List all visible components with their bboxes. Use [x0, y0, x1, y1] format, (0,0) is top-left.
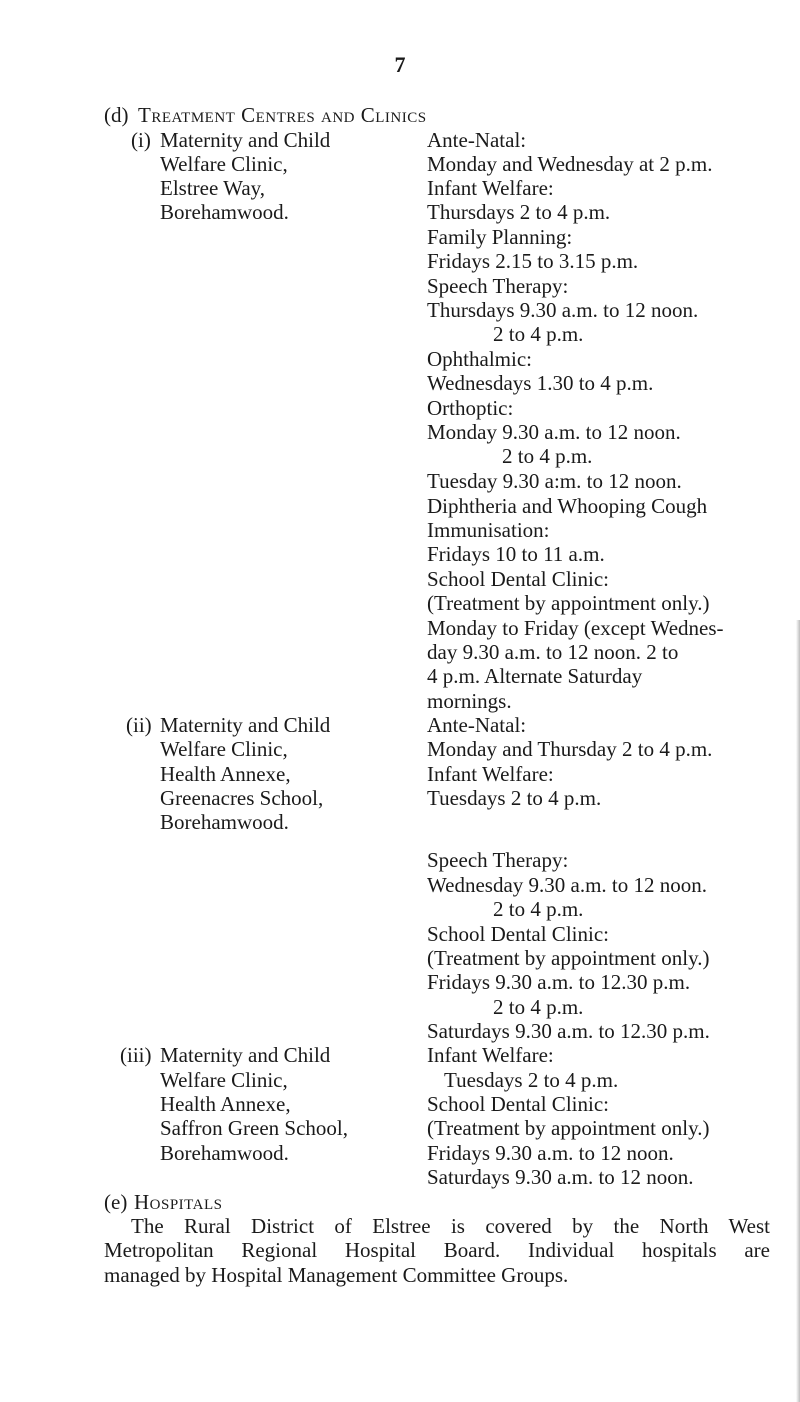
section-d-label: (d)	[104, 103, 129, 127]
schedule-line: Fridays 2.15 to 3.15 p.m.	[427, 249, 639, 273]
schedule-line: School Dental Clinic:	[427, 567, 609, 591]
schedule-line: Fridays 9.30 a.m. to 12.30 p.m.	[427, 970, 691, 994]
schedule-line: Speech Therapy:	[427, 274, 569, 298]
schedule-line: Saturdays 9.30 a.m. to 12 noon.	[427, 1165, 694, 1189]
schedule-line: Infant Welfare:	[427, 1043, 554, 1067]
schedule-line: Wednesdays 1.30 to 4 p.m.	[427, 371, 654, 395]
schedule-line: Speech Therapy:	[427, 848, 569, 872]
schedule-line: Thursdays 9.30 a.m. to 12 noon.	[427, 298, 699, 322]
schedule-line: School Dental Clinic:	[427, 922, 609, 946]
schedule-line: Family Planning:	[427, 225, 573, 249]
address-line: Borehamwood.	[160, 1141, 289, 1165]
schedule-line: mornings.	[427, 689, 512, 713]
schedule-line: Monday and Thursday 2 to 4 p.m.	[427, 737, 713, 761]
schedule-line: (Treatment by appointment only.)	[427, 946, 710, 970]
schedule-line: Tuesdays 2 to 4 p.m.	[444, 1068, 619, 1092]
schedule-line: School Dental Clinic:	[427, 1092, 609, 1116]
section-e-title: Hospitals	[134, 1190, 223, 1214]
page-edge-shadow	[796, 620, 800, 1402]
schedule-line: Monday 9.30 a.m. to 12 noon.	[427, 420, 681, 444]
address-line: Health Annexe,	[160, 1092, 291, 1116]
schedule-line: 2 to 4 p.m.	[502, 444, 593, 468]
schedule-line: Orthoptic:	[427, 396, 514, 420]
address-line: Borehamwood.	[160, 810, 289, 834]
schedule-line: 4 p.m. Alternate Saturday	[427, 664, 643, 688]
schedule-line: Ante-Natal:	[427, 713, 527, 737]
schedule-line: 2 to 4 p.m.	[493, 322, 584, 346]
schedule-line: Saturdays 9.30 a.m. to 12.30 p.m.	[427, 1019, 710, 1043]
schedule-line: Infant Welfare:	[427, 762, 554, 786]
schedule-line: (Treatment by appointment only.)	[427, 591, 710, 615]
address-line: Health Annexe,	[160, 762, 291, 786]
address-line: Greenacres School,	[160, 786, 324, 810]
section-d-title: Treatment Centres and Clinics	[138, 103, 427, 127]
schedule-line: Wednesday 9.30 a.m. to 12 noon.	[427, 873, 708, 897]
centre-3-label: (iii)	[120, 1043, 152, 1067]
centre-2-label: (ii)	[126, 713, 152, 737]
address-line: Maternity and Child	[160, 1043, 331, 1067]
address-line: Maternity and Child	[160, 128, 331, 152]
address-line: Maternity and Child	[160, 713, 331, 737]
page-number: 7	[394, 52, 406, 77]
address-line: Saffron Green School,	[160, 1116, 348, 1140]
schedule-line: 2 to 4 p.m.	[493, 995, 584, 1019]
address-line: Borehamwood.	[160, 200, 289, 224]
paragraph-line: Metropolitan Regional Hospital Board. Individual hospitals are	[104, 1238, 770, 1262]
schedule-line: Tuesday 9.30 a:m. to 12 noon.	[427, 469, 682, 493]
address-line: Elstree Way,	[160, 176, 266, 200]
schedule-line: day 9.30 a.m. to 12 noon. 2 to	[427, 640, 679, 664]
paragraph-line: managed by Hospital Management Committee Groups.	[104, 1263, 569, 1287]
schedule-line: Fridays 9.30 a.m. to 12 noon.	[427, 1141, 674, 1165]
schedule-line: Infant Welfare:	[427, 176, 554, 200]
address-line: Welfare Clinic,	[160, 737, 288, 761]
paragraph-line: The Rural District of Elstree is covered by the North West	[131, 1214, 770, 1238]
schedule-line: Fridays 10 to 11 a.m.	[427, 542, 605, 566]
schedule-line: Diphtheria and Whooping Cough	[427, 494, 708, 518]
section-e-label: (e)	[104, 1190, 128, 1214]
schedule-line: Tuesdays 2 to 4 p.m.	[427, 786, 602, 810]
address-line: Welfare Clinic,	[160, 1068, 288, 1092]
schedule-line: Ante-Natal:	[427, 128, 527, 152]
address-line: Welfare Clinic,	[160, 152, 288, 176]
schedule-line: Immunisation:	[427, 518, 550, 542]
schedule-line: 2 to 4 p.m.	[493, 897, 584, 921]
schedule-line: (Treatment by appointment only.)	[427, 1116, 710, 1140]
schedule-line: Thursdays 2 to 4 p.m.	[427, 200, 611, 224]
schedule-line: Monday to Friday (except Wednes-	[427, 616, 724, 640]
centre-1-label: (i)	[131, 128, 151, 152]
schedule-line: Monday and Wednesday at 2 p.m.	[427, 152, 713, 176]
schedule-line: Ophthalmic:	[427, 347, 532, 371]
